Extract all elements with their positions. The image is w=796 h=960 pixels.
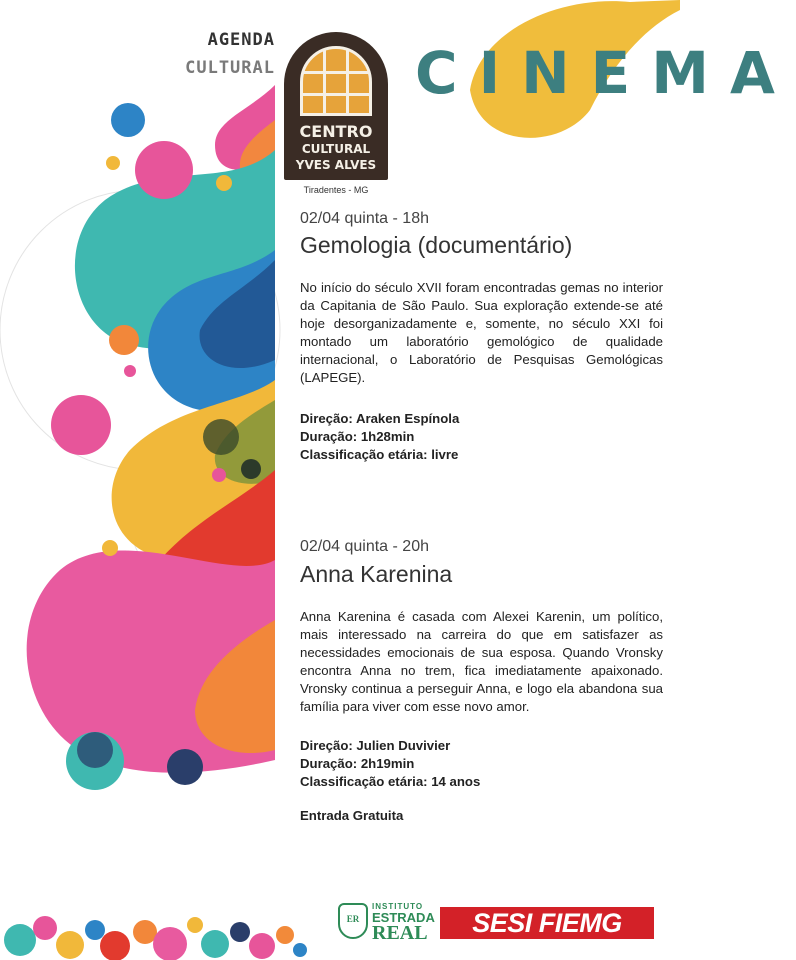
event-1-datetime: 02/04 quinta - 18h bbox=[300, 210, 429, 227]
cinema-title: CINEMA bbox=[415, 39, 796, 107]
pink-circle bbox=[135, 141, 193, 199]
event-2-rating: Classificação etária: 14 anos bbox=[300, 774, 481, 789]
event-2-datetime: 02/04 quinta - 20h bbox=[300, 538, 429, 555]
logo-line1: CENTRO bbox=[299, 122, 373, 141]
yellow-dot bbox=[102, 540, 118, 556]
strip-circle bbox=[85, 920, 105, 940]
strip-circle bbox=[153, 927, 187, 960]
centro-cultural-logo bbox=[284, 32, 388, 180]
event-1-direction: Direção: Araken Espínola bbox=[300, 411, 460, 426]
ier-estrada: ESTRADA bbox=[372, 910, 435, 925]
logo-line2: CULTURAL bbox=[301, 142, 371, 156]
pink-dot bbox=[212, 468, 226, 482]
navy-circle bbox=[77, 732, 113, 768]
ier-instituto: INSTITUTO bbox=[372, 902, 424, 911]
strip-circle bbox=[201, 930, 229, 958]
agenda-label: AGENDA bbox=[207, 30, 275, 50]
event-2-duration: Duração: 2h19min bbox=[300, 756, 415, 771]
free-entry: Entrada Gratuita bbox=[300, 808, 404, 823]
dark-green-circle bbox=[203, 419, 239, 455]
pink-dot bbox=[124, 365, 136, 377]
badge-text: ER bbox=[346, 914, 360, 924]
strip-circle bbox=[249, 933, 275, 959]
sesi-fiemg-logo: SESI FIEMG bbox=[440, 907, 654, 939]
strip-circle bbox=[293, 943, 307, 957]
logo-line3: YVES ALVES bbox=[295, 158, 377, 172]
event-1-rating: Classificação etária: livre bbox=[300, 447, 459, 462]
strip-circle bbox=[187, 917, 203, 933]
yellow-dot bbox=[216, 175, 232, 191]
event-1-duration: Duração: 1h28min bbox=[300, 429, 415, 444]
orange-dot bbox=[109, 325, 139, 355]
event-1-title: Gemologia (documentário) bbox=[300, 232, 573, 258]
cultural-label: CULTURAL bbox=[185, 58, 275, 78]
ier-real: REAL bbox=[372, 922, 428, 944]
blue-dot bbox=[111, 103, 145, 137]
pink-circle bbox=[51, 395, 111, 455]
event-1-description: No início do século XVII foram encontradas gemas no interior da Capitania de São Paulo. Sua exploração extende-se até hoje desorganizadamente e, somente, no século XXI foi montado um laboratório gemológico de qualidade internacional, o Laboratório de Pesquisas Gemológicas (LAPEGE). bbox=[300, 280, 663, 385]
yellow-dot bbox=[106, 156, 120, 170]
logo-city: Tiradentes - MG bbox=[303, 185, 369, 195]
strip-circle bbox=[4, 924, 36, 956]
navy-circle bbox=[167, 749, 203, 785]
strip-circle bbox=[230, 922, 250, 942]
strip-circle bbox=[56, 931, 84, 959]
event-2-title: Anna Karenina bbox=[300, 561, 453, 587]
dark-dot bbox=[241, 459, 261, 479]
event-2-description: Anna Karenina é casada com Alexei Karenin, um político, mais interessado na carreira do que em satisfazer as necessidades emocionais de sua esposa. Quando Vronsky encontra Anna no trem, fica imediatamente apaixonado. Vronsky continua a perseguir Anna, e logo ela abandona sua família para viver com esse novo amor. bbox=[300, 609, 663, 714]
estrada-real-badge-icon bbox=[338, 903, 368, 939]
event-2-direction: Direção: Julien Duvivier bbox=[300, 738, 451, 753]
strip-circle bbox=[33, 916, 57, 940]
window-icon bbox=[300, 46, 372, 116]
strip-circle bbox=[100, 931, 130, 960]
strip-circle bbox=[276, 926, 294, 944]
